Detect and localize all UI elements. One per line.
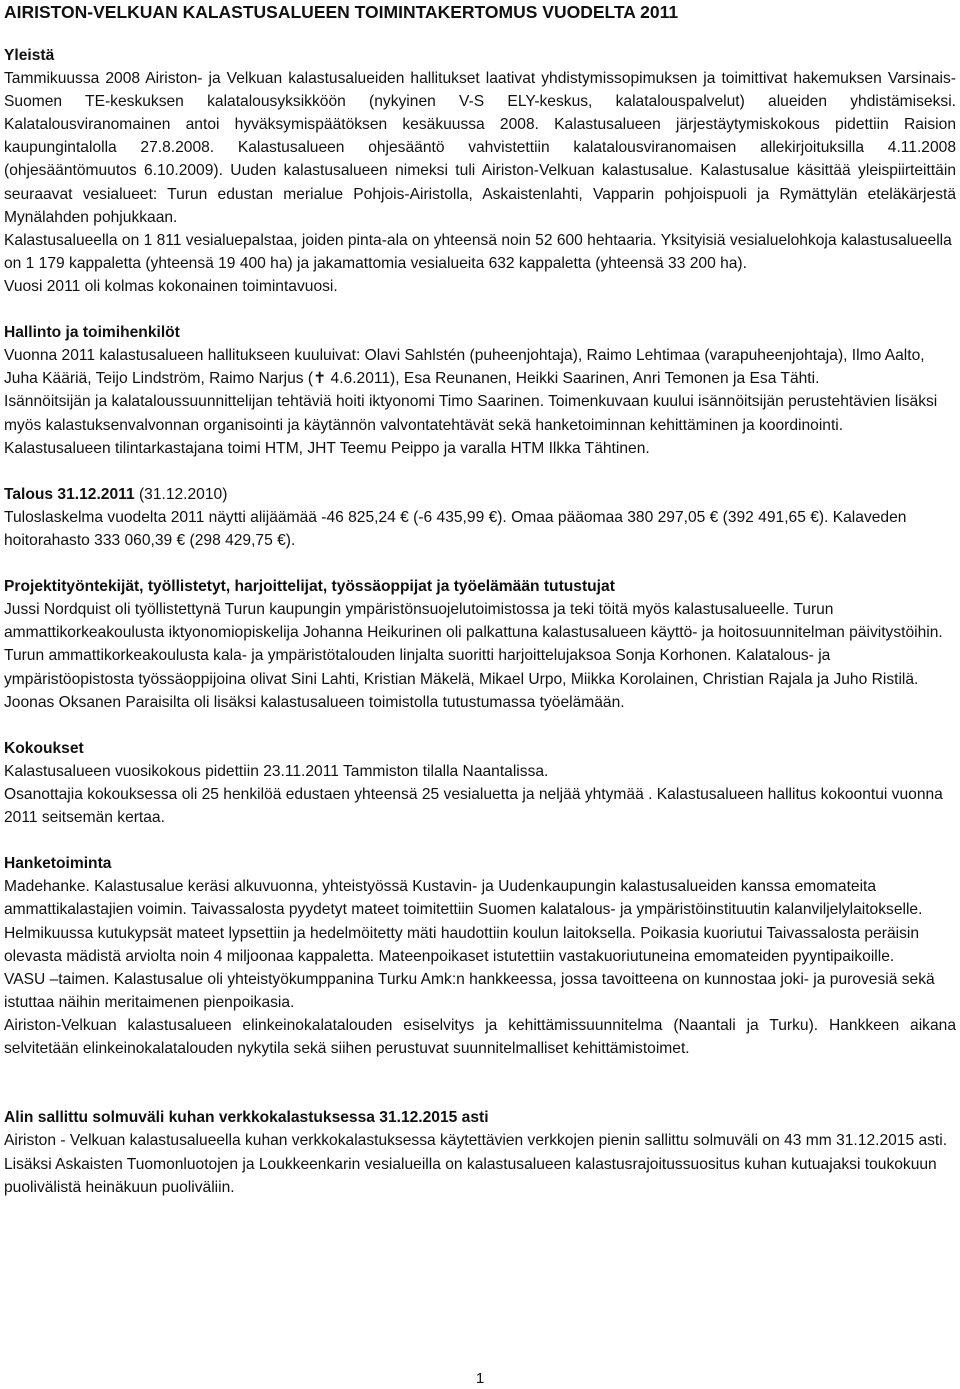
paragraph: Kalastusalueella on 1 811 vesialuepalstaa, joiden pinta-ala on yhteensä noin 52 600 hehtaaria. Yksityisiä vesialuelohkoja kalastusalueella on 1 179 kappaletta (yhteensä 19 400 ha) ja jakamattomia vesialueita 632 kappaletta (yhteensä 33 200 ha).: [4, 231, 952, 272]
heading-bold-part: Talous 31.12.2011: [4, 485, 135, 503]
section-hanke: [4, 852, 956, 1060]
section-heading: Hanketoiminta: [4, 855, 112, 873]
paragraph: Tammikuussa 2008 Airiston- ja Velkuan kalastusalueiden hallitukset laativat yhdistymissopimuksen ja toimittivat hakemuksen Varsinais-Suomen TE-keskuksen kalatalousyksikköön (nykyinen V-S ELY-keskus, kalatalouspalvelut) alueiden yhdistämiseksi. Kalatalousviranomainen antoi hyväksymispäätöksen kesäkuussa 2008. Kalastusalueen järjestäytymiskokous pidettiin Raision kaupungintalolla 27.8.2008. Kalastusalueen ohjesääntö vahvistettiin kalatalousviranomaisen allekirjoituksilla 4.11.2008 (ohjesääntömuutos 6.10.2009). Uuden kalastusalueen nimeksi tuli Airiston-Velkuan kalastusalue. Kalastusalue käsittää yleispiirteittäin seuraavat vesialueet: Turun edustan merialue Pohjois-Airistolla, Askaistenlahti, Vapparin pohjoispuoli ja Rymättylän eteläkärjestä Mynälahden pohjukkaan.: [4, 70, 956, 226]
section-heading: Yleistä: [4, 47, 55, 64]
section-solmuvali: [4, 1106, 956, 1198]
section-heading: Alin sallittu solmuväli kuhan verkkokalastuksessa 31.12.2015 asti: [4, 1109, 489, 1127]
paragraph: VASU –taimen. Kalastusalue oli yhteistyökumppanina Turku Amk:n hankkeessa, jossa tavoitteena on kunnostaa joki- ja purovesiä sekä istuttaa näihin meritaimenen pienpoikasia.: [4, 970, 935, 1011]
paragraph: Airiston-Velkuan kalastusalueen elinkeinokalatalouden esiselvitys ja kehittämissuunnitelma (Naantali ja Turku). Hankkeen aikana selvitetään elinkeinokalatalouden nykytila sekä siihen perustuvat suunnitelmalliset kehittämistoimet.: [4, 1016, 956, 1058]
section-talous: [4, 483, 956, 552]
section-kokoukset: [4, 737, 956, 829]
section-heading: Hallinto ja toimihenkilöt: [4, 324, 180, 342]
section-heading: Kokoukset: [4, 739, 84, 757]
spacer: [4, 1083, 956, 1106]
paragraph: Airiston - Velkuan kalastusalueella kuhan verkkokalastuksessa käytettävien verkkojen pienin sallittu solmuväli on 43 mm 31.12.2015 asti.: [4, 1132, 948, 1150]
section-heading: Projektityöntekijät, työllistetyt, harjoittelijat, työssäoppijat ja työelämään tutustujat: [4, 578, 615, 596]
paragraph: Lisäksi Askaisten Tuomonluotojen ja Loukkeenkarin vesialueilla on kalastusalueen kalastusrajoitussuositus kuhan kutuajaksi toukokuun puolivälistä heinäkuun puoliväliin.: [4, 1155, 937, 1196]
document-title: AIRISTON-VELKUAN KALASTUSALUEEN TOIMINTAKERTOMUS VUODELTA 2011: [4, 2, 679, 22]
section-yleista: [4, 44, 956, 298]
paragraph: Kalastusalueen vuosikokous pidettiin 23.11.2011 Tammiston tilalla Naantalissa.: [4, 762, 549, 780]
paragraph: Isännöitsijän ja kalataloussuunnittelijan tehtäviä hoiti iktyonomi Timo Saarinen. Toimenkuvaan kuului isännöitsijän perustehtävien lisäksi myös kalastuksenvalvonnan organisointi ja käytännön valvontatehtävät sekä hanketoiminnan kehittäminen ja koordinointi.: [4, 393, 938, 434]
paragraph: Osanottajia kokouksessa oli 25 henkilöä edustaen yhteensä 25 vesialuetta ja neljää yhtymää . Kalastusalueen hallitus kokoontui vuonna 2011 seitsemän kertaa.: [4, 786, 943, 827]
paragraph: Tuloslaskelma vuodelta 2011 näytti alijäämää -46 825,24 € (-6 435,99 €). Omaa pääomaa 380 297,05 € (392 491,65 €). Kalaveden hoitorahasto 333 060,39 € (298 429,75 €).: [4, 508, 907, 549]
paragraph: Jussi Nordquist oli työllistettynä Turun kaupungin ympäristönsuojelutoimistossa ja teki töitä myös kalastusalueelle. Turun ammattikorkeakoulusta iktyonomiopiskelija Johanna Heikurinen oli palkattuna kalastusalueen käyttö- ja hoitosuunnitelman päivitystöihin. Turun ammattikorkeakoulusta kala- ja ympäristötalouden linjalta suoritti harjoittelujaksoa Sonja Korhonen. Kalatalous- ja ympäristöopistosta työssäoppijoina olivat Sini Lahti, Kristian Mäkelä, Mikael Urpo, Miikka Korolainen, Christian Rajala ja Juho Ristilä. Joonas Oksanen Paraisilta oli lisäksi kalastusalueen toimistolla tutustumassa työelämään.: [4, 601, 943, 711]
paragraph: Vuosi 2011 oli kolmas kokonainen toimintavuosi.: [4, 277, 338, 295]
section-heading: [4, 483, 956, 506]
section-hallinto: [4, 321, 956, 460]
section-projekti: [4, 575, 956, 714]
paragraph: Madehanke. Kalastusalue keräsi alkuvuonna, yhteistyössä Kustavin- ja Uudenkaupungin kalastusalueiden kanssa emomateita ammattikalastajien voimin. Taivassalosta pyydetyt mateet toimitettiin Suomen kalatalous- ja ympäristöinstituutin kalanviljelylaitokselle. Helmikuussa kutukypsät mateet lypsettiin ja hedelmöitetty mäti haudottiin koulun laitoksella. Poikasia kuoriutui Taivassalosta peräisin olevasta mädistä arviolta noin 4 miljoonaa kappaletta. Mateenpoikaset istutettiin vastakuoriutuneina emomateiden pyyntipaikoille.: [4, 878, 923, 965]
heading-plain-part: (31.12.2010): [134, 485, 228, 503]
paragraph: Kalastusalueen tilintarkastajana toimi HTM, JHT Teemu Peippo ja varalla HTM Ilkka Tähtinen.: [4, 439, 650, 457]
paragraph: Vuonna 2011 kalastusalueen hallitukseen kuuluivat: Olavi Sahlstén (puheenjohtaja), Raimo Lehtimaa (varapuheenjohtaja), Ilmo Aalto, Juha Kääriä, Teijo Lindström, Raimo Narjus (✝ 4.6.2011), Esa Reunanen, Heikki Saarinen, Anri Temonen ja Esa Tähti.: [4, 347, 925, 388]
document-body: [4, 44, 956, 1222]
page-number: 1: [475, 1370, 485, 1387]
